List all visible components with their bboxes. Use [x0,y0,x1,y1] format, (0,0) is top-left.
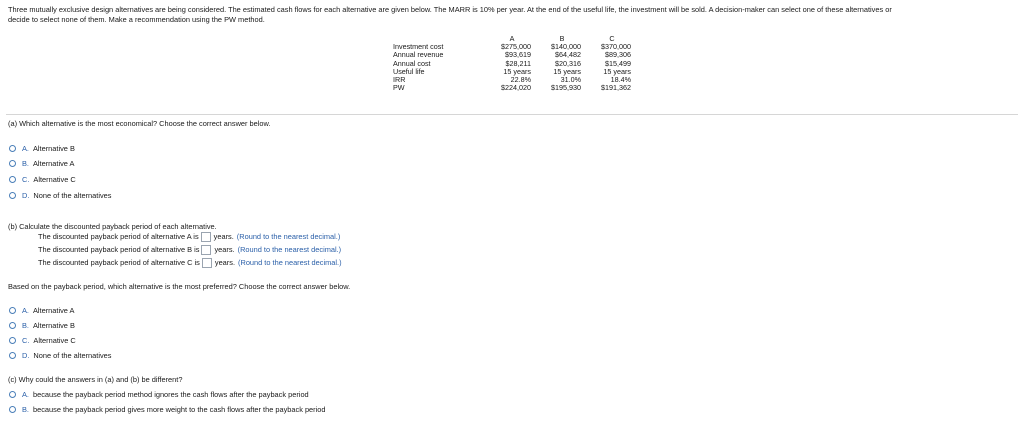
payback-input-c[interactable] [202,258,212,268]
option-text: None of the alternatives [33,190,112,200]
unit-label: years. [214,258,236,267]
row-label: Annual revenue [393,50,444,60]
answer-option-b-c[interactable] [9,335,76,345]
rounding-hint: (Round to the nearest decimal.) [238,258,342,267]
answer-option-b-b[interactable] [9,320,75,330]
payback-input-b[interactable] [201,245,211,255]
option-letter: D. [22,190,30,200]
row-label: Annual cost [393,58,431,68]
table-cell: $275,000 [501,42,531,52]
table-cell: $224,020 [501,83,531,93]
answer-option-a-d[interactable] [9,190,111,200]
table-cell: $140,000 [551,42,581,52]
option-text: None of the alternatives [33,350,112,360]
problem-statement-line-2: decide to select none of them. Make a recommendation using the PW method. [8,15,265,24]
question-b-followup: Based on the payback period, which alternative is the most preferred? Choose the correct answer below. [8,282,351,291]
table-cell: 15 years [553,66,581,76]
option-letter: B. [22,158,29,168]
section-divider [6,114,1018,115]
question-c: (c) Why could the answers in (a) and (b) be different? [8,375,183,384]
option-letter: A. [22,389,29,399]
table-cell: $195,930 [551,83,581,93]
rounding-hint: (Round to the nearest decimal.) [236,232,341,241]
table-cell: 15 years [503,66,531,76]
option-text: because the payback period gives more weight to the cash flows after the payback period [32,404,326,414]
payback-input-a[interactable] [201,232,211,242]
option-letter: B. [22,404,29,414]
table-cell: $370,000 [601,42,631,52]
option-letter: C. [22,335,30,345]
question-a: (a) Which alternative is the most economical? Choose the correct answer below. [8,119,271,128]
row-label: PW [393,83,405,93]
option-letter: D. [22,350,30,360]
unit-label: years. [213,232,234,241]
radio-button[interactable] [9,322,16,329]
table-cell: $28,211 [505,58,531,68]
payback-prompt: The discounted payback period of alternative C is [38,258,200,267]
table-cell: $89,306 [605,50,631,60]
payback-line-b [38,244,341,255]
table-cell: 15 years [603,66,631,76]
answer-option-a-a[interactable] [9,143,75,153]
option-letter: B. [22,320,29,330]
payback-line-a [38,231,340,242]
option-text: Alternative B [32,320,75,330]
radio-button[interactable] [9,391,16,398]
option-letter: A. [22,143,29,153]
radio-button[interactable] [9,307,16,314]
table-cell: $191,362 [601,83,631,93]
radio-button[interactable] [9,352,16,359]
answer-option-b-d[interactable] [9,350,111,360]
answer-option-a-c[interactable] [9,174,76,184]
row-label: Useful life [393,66,425,76]
answer-option-c-b[interactable] [9,404,326,414]
option-text: because the payback period method ignores the cash flows after the payback period [32,389,309,399]
answer-option-b-a[interactable] [9,305,74,315]
table-cell: $64,482 [555,50,581,60]
column-header-b: B [559,34,565,43]
table-row [393,84,637,92]
radio-button[interactable] [9,176,16,183]
radio-button[interactable] [9,145,16,152]
payback-prompt: The discounted payback period of alternative B is [38,245,200,254]
option-text: Alternative C [33,174,76,184]
question-b: (b) Calculate the discounted payback period of each alternative. [8,222,217,231]
table-cell: $93,619 [505,50,531,60]
table-cell: $15,499 [605,58,631,68]
rounding-hint: (Round to the nearest decimal.) [237,245,342,254]
radio-button[interactable] [9,406,16,413]
option-letter: A. [22,305,29,315]
radio-button[interactable] [9,337,16,344]
option-letter: C. [22,174,30,184]
table-cell: $20,316 [555,58,581,68]
problem-statement [8,5,892,25]
column-header-a: A [509,34,515,43]
column-header-c: C [609,34,615,43]
row-label: IRR [393,75,406,85]
radio-button[interactable] [9,160,16,167]
option-text: Alternative B [32,143,75,153]
row-label: Investment cost [393,42,444,52]
problem-statement-line-1: Three mutually exclusive design alternatives are being considered. The estimated cash flows for each alternative are given below. The MARR is 10% per year. At the end of the useful life, the investment will be sold. A decision-maker can select one of these alternatives or [8,5,892,14]
table-cell: 22.8% [510,75,531,85]
answer-option-a-b[interactable] [9,158,74,168]
unit-label: years. [214,245,235,254]
payback-prompt: The discounted payback period of alternative A is [38,232,199,241]
table-cell: 31.0% [560,75,581,85]
radio-button[interactable] [9,192,16,199]
option-text: Alternative A [32,305,75,315]
option-text: Alternative A [32,158,75,168]
answer-option-c-a[interactable] [9,389,309,399]
option-text: Alternative C [33,335,76,345]
cash-flow-table [393,35,637,92]
table-cell: 18.4% [610,75,631,85]
payback-line-c [38,257,342,268]
